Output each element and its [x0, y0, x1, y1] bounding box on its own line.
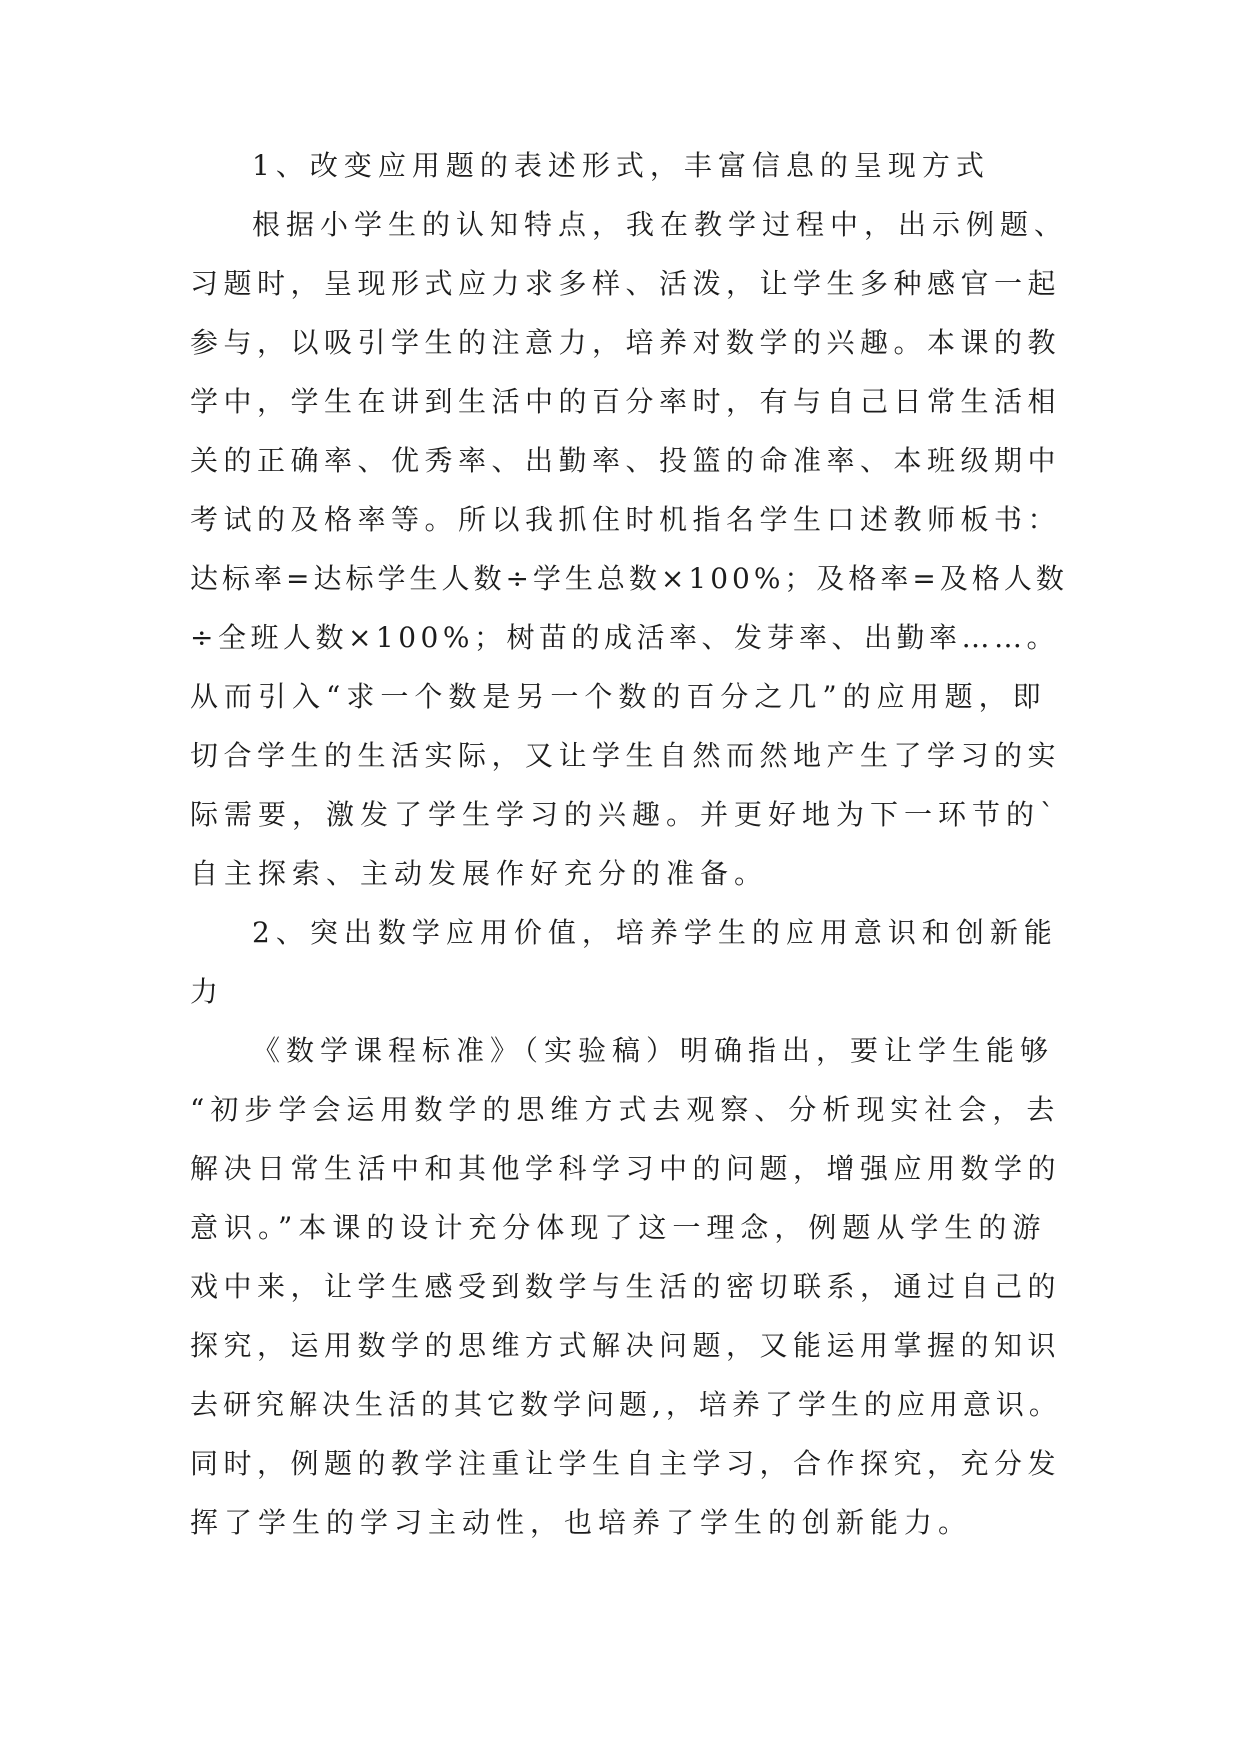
paragraph-line: 习题时，呈现形式应力求多样、活泼，让学生多种感官一起 [190, 267, 1062, 300]
paragraph-line: 参与，以吸引学生的注意力，培养对数学的兴趣。本课的教 [190, 326, 1062, 359]
section-heading-2: 2、突出数学应用价值，培养学生的应用意识和创新能 [252, 916, 1058, 949]
paragraph-line: 切合学生的生活实际，又让学生自然而然地产生了学习的实 [190, 739, 1062, 772]
paragraph-line: 从而引入“求一个数是另一个数的百分之几”的应用题，即 [190, 680, 1047, 713]
paragraph-line: 考试的及格率等。所以我抓住时机指名学生口述教师板书： [190, 503, 1062, 536]
paragraph-line: 同时，例题的教学注重让学生自主学习，合作探究，充分发 [190, 1447, 1062, 1480]
paragraph-line: 际需要，激发了学生学习的兴趣。并更好地为下一环节的` [190, 798, 1061, 831]
paragraph-line: 意识。”本课的设计充分体现了这一理念，例题从学生的游 [190, 1211, 1047, 1244]
paragraph-line: “初步学会运用数学的思维方式去观察、分析现实社会，去 [190, 1093, 1061, 1126]
paragraph-line: 关的正确率、优秀率、出勤率、投篮的命准率、本班级期中 [190, 444, 1062, 477]
paragraph-line: 根据小学生的认知特点，我在教学过程中，出示例题、 [252, 208, 1069, 241]
paragraph-line: 戏中来，让学生感受到数学与生活的密切联系，通过自己的 [190, 1270, 1062, 1303]
paragraph-line: 达标率=达标学生人数÷学生总数×100%；及格率=及格人数 [190, 562, 1068, 595]
section-heading-2-continuation: 力 [190, 975, 225, 1008]
paragraph-line: 学中，学生在讲到生活中的百分率时，有与自己日常生活相 [190, 385, 1062, 418]
section-heading-1: 1、改变应用题的表述形式，丰富信息的呈现方式 [252, 149, 990, 182]
paragraph-line: 解决日常生活中和其他学科学习中的问题，增强应用数学的 [190, 1152, 1062, 1185]
paragraph-line: 自主探索、主动发展作好充分的准备。 [190, 857, 769, 890]
paragraph-line: 探究，运用数学的思维方式解决问题，又能运用掌握的知识 [190, 1329, 1062, 1362]
paragraph-line: 去研究解决生活的其它数学问题,，培养了学生的应用意识。 [190, 1388, 1062, 1421]
paragraph-line: ÷全班人数×100%；树苗的成活率、发芽率、出勤率……。 [190, 621, 1059, 654]
paragraph-line: 挥了学生的学习主动性，也培养了学生的创新能力。 [190, 1506, 973, 1539]
paragraph-line: 《数学课程标准》（实验稿）明确指出，要让学生能够 [252, 1034, 1055, 1067]
